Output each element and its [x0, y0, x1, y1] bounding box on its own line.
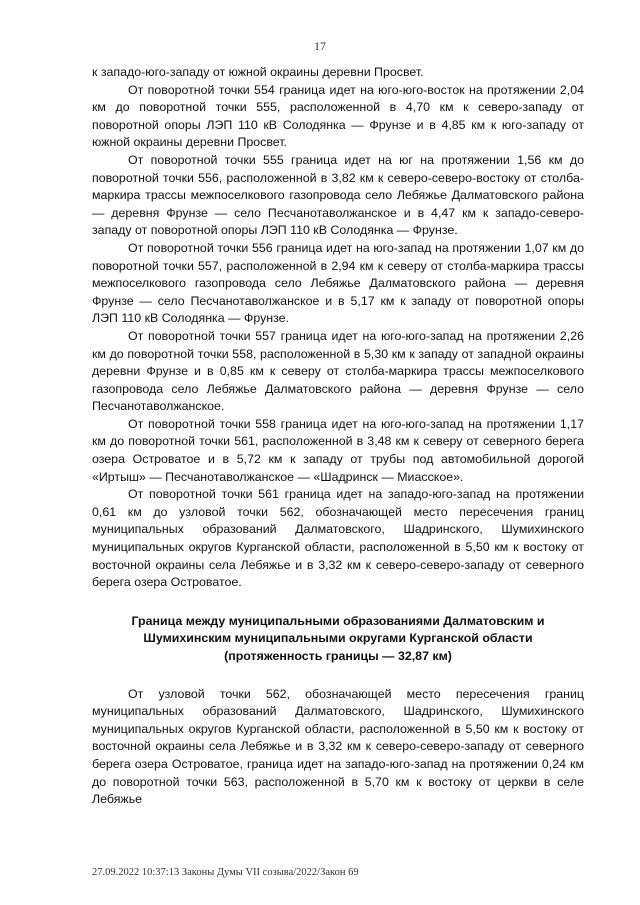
paragraph-point-558: От поворотной точки 558 граница идет на юго-юго-запад на протяжении 1,17 км до поворотной точки 561, расположенной в 3,48 км к северу от северного берега озера Островатое и в 5,72 км к западу от трубы под автомобильной дорогой «Иртыш» — Песчанотаволжанское — «Шадринск — Миасское».: [92, 416, 584, 484]
section-heading-line: (протяженность границы — 32,87 км): [224, 649, 452, 663]
paragraph-point-561: От поворотной точки 561 граница идет на западо-юго-запад на протяжении 0,61 км до узловой точки 562, обозначающей место пересечения границ муниципальных образований Далматовского, Шадринского, Шумихинского муниципальных округов Курганской области, расположенной в 5,50 км к востоку от восточной окраины села Лебяжье и в 3,32 км к северо-северо-западу от северного берега озера Островатое.: [92, 487, 584, 590]
paragraph-point-556: От поворотной точки 556 граница идет на юго-запад на протяжении 1,07 км до поворотной точки 557, расположенной в 2,94 км к северу от столба-маркира трассы межпоселкового газопровода село Лебяжье Далматовского района — деревня Фрунзе — село Песчанотаволжанское и в 5,17 км к западу от поворотной опоры ЛЭП 110 кВ Солодянка — Фрунзе.: [92, 240, 584, 326]
paragraph-point-555: От поворотной точки 555 граница идет на юг на протяжении 1,56 км до поворотной точки 556, расположенной в 3,82 км к северо-северо-востоку от столба-маркира трассы межпоселкового газопровода село Лебяжье Далматовского района — деревня Фрунзе — село Песчанотаволжанское и в 4,47 км к западо-северо-западу от поворотной опоры ЛЭП 110 кВ Солодянка — Фрунзе.: [92, 152, 584, 238]
paragraph-continuation: к западо-юго-западу от южной окраины деревни Просвет.: [92, 65, 424, 79]
section-heading: [92, 613, 584, 666]
paragraph-point-557: От поворотной точки 557 граница идет на юго-юго-запад на протяжении 2,26 км до поворотной точки 558, расположенной в 5,30 км к западу от западной окраины деревни Фрунзе и в 0,85 км к северу от столба-маркира трассы межпоселкового газопровода село Лебяжье Далматовского района — деревня Фрунзе — село Песчанотаволжанское.: [92, 328, 584, 414]
paragraph-point-554: От поворотной точки 554 граница идет на юго-юго-восток на протяжении 2,04 км до поворотной точки 555, расположенной в 4,70 км к северо-западу от поворотной опоры ЛЭП 110 кВ Солодянка — Фрунзе и в 4,85 км к юго-западу от южной окраины деревни Просвет.: [92, 82, 584, 150]
section-heading-line: Шумихинским муниципальными округами Курганской области: [143, 631, 533, 646]
footer-stamp: 27.09.2022 10:37:13 Законы Думы VII созыва/2022/Закон 69: [92, 867, 359, 878]
document-body: [92, 64, 584, 809]
section-heading-line: Граница между муниципальными образованиями Далматовским и: [131, 613, 545, 628]
page-number: 17: [314, 39, 326, 53]
section-body: [92, 686, 584, 809]
paragraph-point-562: От узловой точки 562, обозначающей место пересечения границ муниципальных образований Далматовского, Шадринского, Шумихинского муниципальных округов Курганской области, расположенной в 5,50 км к востоку от восточной окраины села Лебяжье и в 3,32 км к северо-северо-западу от северного берега озера Островатое, граница идет на западо-юго-запад на протяжении 0,24 км до поворотной точки 563, расположенной в 5,70 км к востоку от церкви в селе Лебяжье: [92, 686, 584, 807]
